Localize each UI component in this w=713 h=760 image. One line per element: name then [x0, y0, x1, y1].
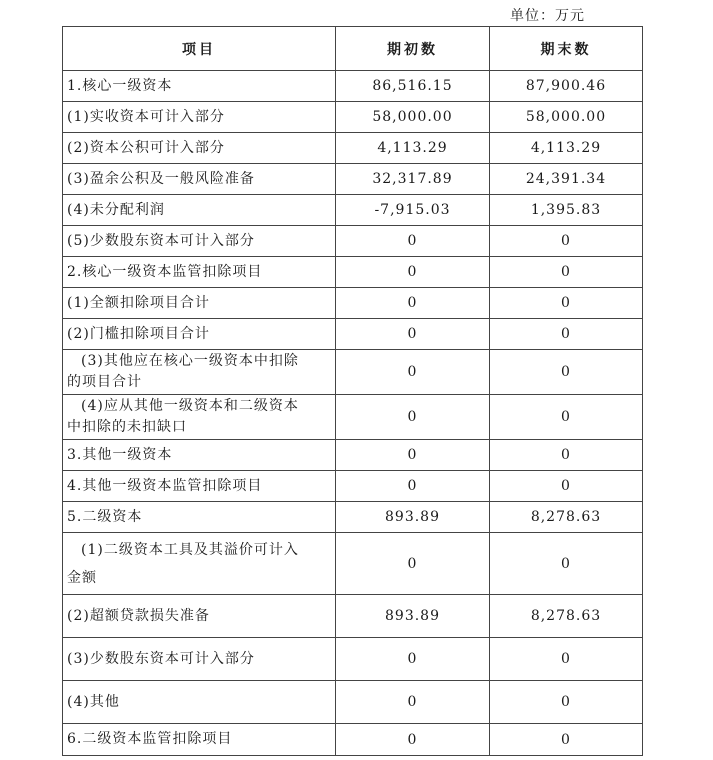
row-label: 2.核心一级资本监管扣除项目	[63, 257, 336, 288]
row-opening: 32,317.89	[336, 164, 490, 195]
table-row	[63, 71, 643, 102]
row-closing: 0	[490, 724, 643, 756]
table-row	[63, 226, 643, 257]
row-closing: 87,900.46	[490, 71, 643, 102]
row-label: (1)全额扣除项目合计	[63, 288, 336, 319]
row-opening: 0	[336, 533, 490, 595]
row-opening: -7,915.03	[336, 195, 490, 226]
row-label: (2)超额贷款损失准备	[63, 595, 336, 638]
row-closing: 0	[490, 440, 643, 471]
row-opening: 0	[336, 288, 490, 319]
unit-label: 单位：万元	[510, 8, 585, 24]
row-label-line1: (3)其他应在核心一级资本中扣除	[81, 353, 299, 369]
row-closing: 0	[490, 533, 643, 595]
row-closing: 0	[490, 288, 643, 319]
row-label-line1: (4)应从其他一级资本和二级资本	[81, 398, 299, 414]
row-opening: 0	[336, 226, 490, 257]
table-row	[63, 195, 643, 226]
row-label-line2: 中扣除的未扣缺口	[67, 419, 187, 435]
header-closing: 期末数	[490, 27, 643, 71]
table-header-row	[63, 27, 643, 71]
row-opening: 0	[336, 395, 490, 440]
row-label: 6.二级资本监管扣除项目	[63, 724, 336, 756]
row-label: (3)盈余公积及一般风险准备	[63, 164, 336, 195]
row-closing: 0	[490, 638, 643, 681]
table-row	[63, 595, 643, 638]
table-row	[63, 102, 643, 133]
row-opening: 0	[336, 471, 490, 502]
row-closing: 0	[490, 350, 643, 395]
capital-table	[62, 26, 643, 756]
row-opening: 893.89	[336, 595, 490, 638]
row-label-line1: (1)二级资本工具及其溢价可计入	[81, 541, 299, 558]
row-opening: 0	[336, 724, 490, 756]
row-closing: 24,391.34	[490, 164, 643, 195]
row-closing: 0	[490, 681, 643, 724]
row-opening: 0	[336, 257, 490, 288]
table-row	[63, 471, 643, 502]
row-label-line2: 的项目合计	[67, 374, 142, 390]
row-opening: 0	[336, 350, 490, 395]
row-closing: 4,113.29	[490, 133, 643, 164]
row-label: (2)资本公积可计入部分	[63, 133, 336, 164]
row-opening: 0	[336, 440, 490, 471]
row-closing: 0	[490, 226, 643, 257]
row-opening: 0	[336, 638, 490, 681]
row-label: 3.其他一级资本	[63, 440, 336, 471]
table-row	[63, 257, 643, 288]
table-row	[63, 350, 643, 395]
row-label: 4.其他一级资本监管扣除项目	[63, 471, 336, 502]
header-item: 项目	[63, 27, 336, 71]
row-label: (4)未分配利润	[63, 195, 336, 226]
header-opening: 期初数	[336, 27, 490, 71]
table-row	[63, 133, 643, 164]
row-closing: 8,278.63	[490, 502, 643, 533]
table-row	[63, 502, 643, 533]
row-closing: 0	[490, 471, 643, 502]
table-row	[63, 164, 643, 195]
row-closing: 58,000.00	[490, 102, 643, 133]
row-closing: 0	[490, 257, 643, 288]
row-label-line2: 金额	[67, 569, 97, 586]
row-closing: 1,395.83	[490, 195, 643, 226]
table-row	[63, 638, 643, 681]
row-opening: 4,113.29	[336, 133, 490, 164]
row-opening: 58,000.00	[336, 102, 490, 133]
row-label: (3)少数股东资本可计入部分	[63, 638, 336, 681]
row-closing: 0	[490, 395, 643, 440]
row-label: 5.二级资本	[63, 502, 336, 533]
table-row	[63, 395, 643, 440]
row-label	[63, 350, 336, 395]
row-label: (1)实收资本可计入部分	[63, 102, 336, 133]
table-row	[63, 533, 643, 595]
row-closing: 0	[490, 319, 643, 350]
table-row	[63, 319, 643, 350]
table-row	[63, 724, 643, 756]
table-row	[63, 440, 643, 471]
row-label: (2)门槛扣除项目合计	[63, 319, 336, 350]
row-label	[63, 395, 336, 440]
row-label: (5)少数股东资本可计入部分	[63, 226, 336, 257]
row-label: (4)其他	[63, 681, 336, 724]
table-row	[63, 288, 643, 319]
row-label	[63, 533, 336, 595]
row-opening: 0	[336, 681, 490, 724]
row-opening: 0	[336, 319, 490, 350]
row-label: 1.核心一级资本	[63, 71, 336, 102]
row-opening: 893.89	[336, 502, 490, 533]
row-closing: 8,278.63	[490, 595, 643, 638]
table-row	[63, 681, 643, 724]
row-opening: 86,516.15	[336, 71, 490, 102]
